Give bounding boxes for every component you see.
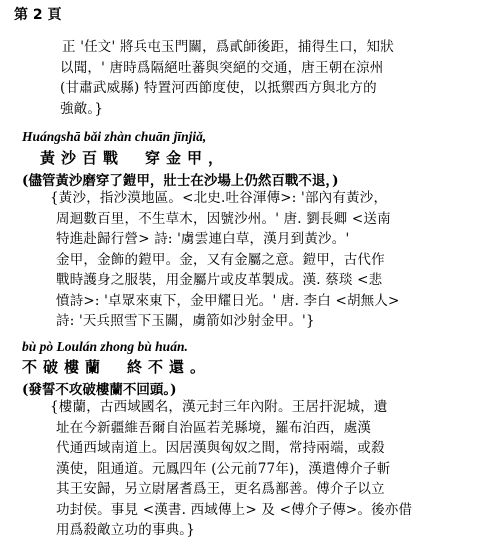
entry1-note-line: {黃沙，指沙漠地區。<北史.吐谷渾傳>: '部內有黃沙， — [50, 190, 388, 206]
entry2-pinyin: bù pò Loulán zhong bù huán. — [22, 339, 188, 354]
entry1-note-line: 戰時護身之服裝，用金屬片或皮革製成。漢. 蔡琰 <悲 — [56, 272, 383, 288]
entry2-note-line: 其王安歸，另立尉屠耆爲王，更名爲鄯善。傅介子以立 — [56, 481, 385, 497]
page-number-header: 第 2 頁 — [14, 7, 62, 23]
entry2-notes — [50, 397, 412, 541]
entry2-note-line: {樓蘭，古西域國名，漢元封三年內附。王居扞泥城，遺 — [50, 399, 388, 415]
entry2-note-line: 漢使，阻通道。元鳳四年 (公元前77年)，漢遣傅介子斬 — [56, 460, 391, 477]
entry2-hanzi: 不破樓蘭 終不還。 — [22, 358, 212, 376]
entry1-translation: (儘管黃沙磨穿了鎧甲，壯士在沙場上仍然百戰不退，) — [22, 173, 339, 189]
intro-paragraph — [60, 37, 394, 119]
entry2-note-line: 代通西域南道上。因居漢與匈奴之間，常持兩端，或殺 — [56, 440, 385, 456]
entry2-translation: (發誓不攻破樓蘭不回頭。) — [22, 382, 177, 398]
intro-line: 強敵。} — [60, 100, 104, 117]
entry1-note-line: 詩: '天兵照雪下玉關，虜箭如沙射金甲。'} — [56, 313, 315, 329]
intro-line: (甘肅武威縣) 特置河西節度使，以抵禦西方與北方的 — [60, 80, 377, 96]
entry2-note-line: 用爲殺敵立功的事典。} — [56, 522, 196, 538]
entry1-note-line: 憤詩>: '卓眾來東下，金甲耀日光。' 唐. 李白 <胡無人> — [56, 292, 400, 309]
intro-line: 正 '任文' 將兵屯玉門關，爲貳師後距，捕得生口，知狀 — [62, 39, 394, 55]
entry2-note-line: 功封侯。事見 <漢書. 西域傳上> 及 <傅介子傳>。後亦借 — [56, 501, 413, 518]
entry1-pinyin: Huángshā bǎi zhàn chuān jīnjiǎ, — [22, 129, 207, 144]
intro-line: 以聞，' 唐時爲隔絕吐蕃與突絕的交通，唐王朝在涼州 — [60, 59, 384, 76]
entry1-note-line: 特進赴歸行營> 詩: '虜雲連白草，漢月到黃沙。' — [56, 231, 350, 247]
entry1-note-line: 金甲，金飾的鎧甲。金，又有金屬之意。鎧甲，古代作 — [56, 251, 385, 268]
entry1-notes — [50, 188, 400, 332]
entry1-hanzi: 黃沙百戰 穿金甲， — [40, 149, 230, 167]
entry2-note-line: 址在今新疆維吾爾自治區若羌縣境，羅布泊西，處漢 — [56, 419, 372, 436]
entry1-note-line: 周迴數百里，不生草木，因號沙州。' 唐. 劉長卿 <送南 — [56, 210, 391, 227]
